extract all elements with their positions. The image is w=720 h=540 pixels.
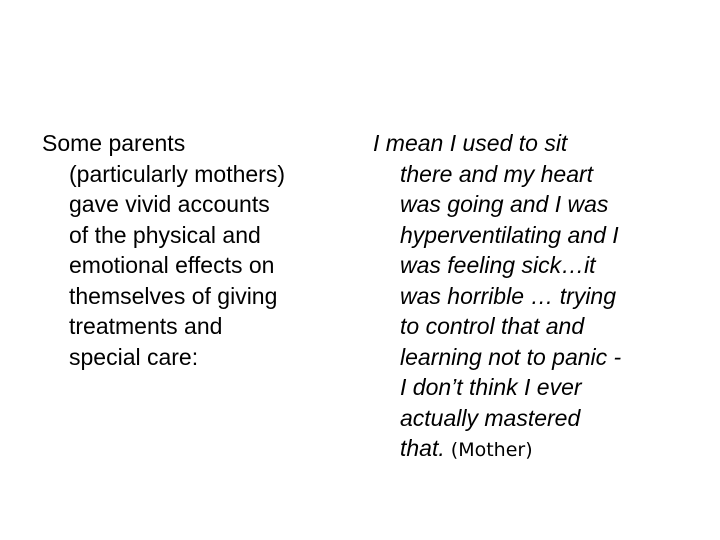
quote-attribution: (Mother) [444,439,533,461]
quote-text: I mean I used to sit there and my heart was going and I was hyperventilating and I was feeling sick…it was horrible … trying to control that and learning not to panic - I don’t think I ever actually mastered that. [373,130,622,461]
quote-block [373,128,720,466]
summary-text: Some parents (particularly mothers) gave vivid accounts of the physical and emotional effects on themselves of giving treatments and special care: [42,130,285,370]
